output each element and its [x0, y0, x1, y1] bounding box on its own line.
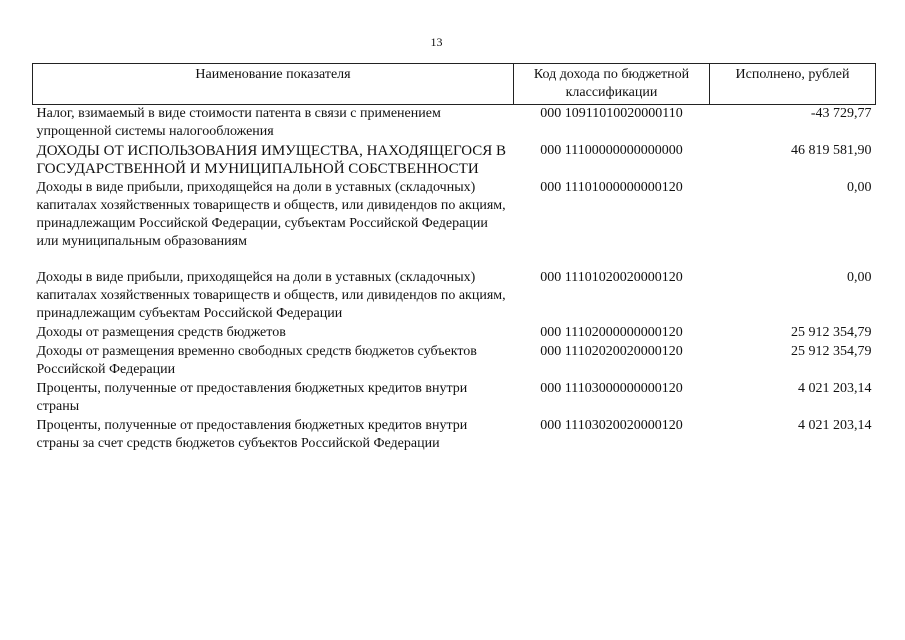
row-code: 000 11101020020000120	[540, 270, 683, 285]
table-header	[33, 64, 876, 105]
row-code: 000 11101000000000120	[540, 180, 683, 195]
row-name: Доходы от размещения средств бюджетов	[36, 325, 286, 340]
row-name: Проценты, полученные от предоставления бюджетных кредитов внутри страны за счет средств бюджетов субъектов Российской Федерации	[36, 418, 468, 451]
header-amount: Исполнено, рублей	[710, 64, 876, 105]
row-code: 000 11102020020000120	[540, 344, 683, 359]
page-number: 13	[430, 35, 443, 49]
table-row	[33, 380, 876, 417]
row-amount: -43 729,77	[810, 106, 872, 121]
table-row	[33, 142, 876, 179]
row-amount: 25 912 354,79	[791, 325, 872, 340]
table-row	[33, 343, 876, 380]
row-amount: 25 912 354,79	[791, 344, 872, 359]
row-amount: 4 021 203,14	[798, 418, 872, 433]
row-code: 000 11103000000000120	[540, 381, 683, 396]
row-amount: 0,00	[847, 270, 872, 285]
row-amount: 4 021 203,14	[798, 381, 872, 396]
row-name: Налог, взимаемый в виде стоимости патента в связи с применением упрощенной системы налогообложения	[36, 106, 441, 139]
table-row	[33, 179, 876, 269]
row-amount: 46 819 581,90	[791, 143, 872, 158]
table-row	[33, 105, 876, 143]
row-name: Доходы в виде прибыли, приходящейся на доли в уставных (складочных) капиталах хозяйственных товариществ и обществ, или дивидендов по акциям, принадлежащим субъектам Российской Федерации	[36, 270, 506, 321]
row-amount: 0,00	[847, 180, 872, 195]
table-body	[33, 105, 876, 455]
row-name: ДОХОДЫ ОТ ИСПОЛЬЗОВАНИЯ ИМУЩЕСТВА, НАХОДЯЩЕГОСЯ В ГОСУДАРСТВЕННОЙ И МУНИЦИПАЛЬНОЙ СОБСТВЕННОСТИ	[36, 143, 507, 177]
header-row	[33, 64, 876, 105]
header-code: Код дохода по бюджетной классификации	[514, 64, 710, 105]
revenue-table	[32, 63, 876, 454]
table-row	[33, 324, 876, 343]
table-row	[33, 417, 876, 454]
row-name: Проценты, полученные от предоставления бюджетных кредитов внутри страны	[36, 381, 468, 414]
row-name: Доходы в виде прибыли, приходящейся на доли в уставных (складочных) капиталах хозяйственных товариществ и обществ, или дивидендов по акциям, принадлежащим Российской Федерации, субъектам Российской Федерации или муниципальным образованиям	[36, 180, 506, 249]
row-name: Доходы от размещения временно свободных средств бюджетов субъектов Российской Федерации	[36, 344, 477, 377]
row-code: 000 11103020020000120	[540, 418, 683, 433]
row-code: 000 11102000000000120	[540, 325, 683, 340]
header-name: Наименование показателя	[33, 64, 514, 105]
table-row	[33, 269, 876, 324]
row-code: 000 10911010020000110	[540, 106, 683, 121]
row-code: 000 11100000000000000	[540, 143, 683, 158]
